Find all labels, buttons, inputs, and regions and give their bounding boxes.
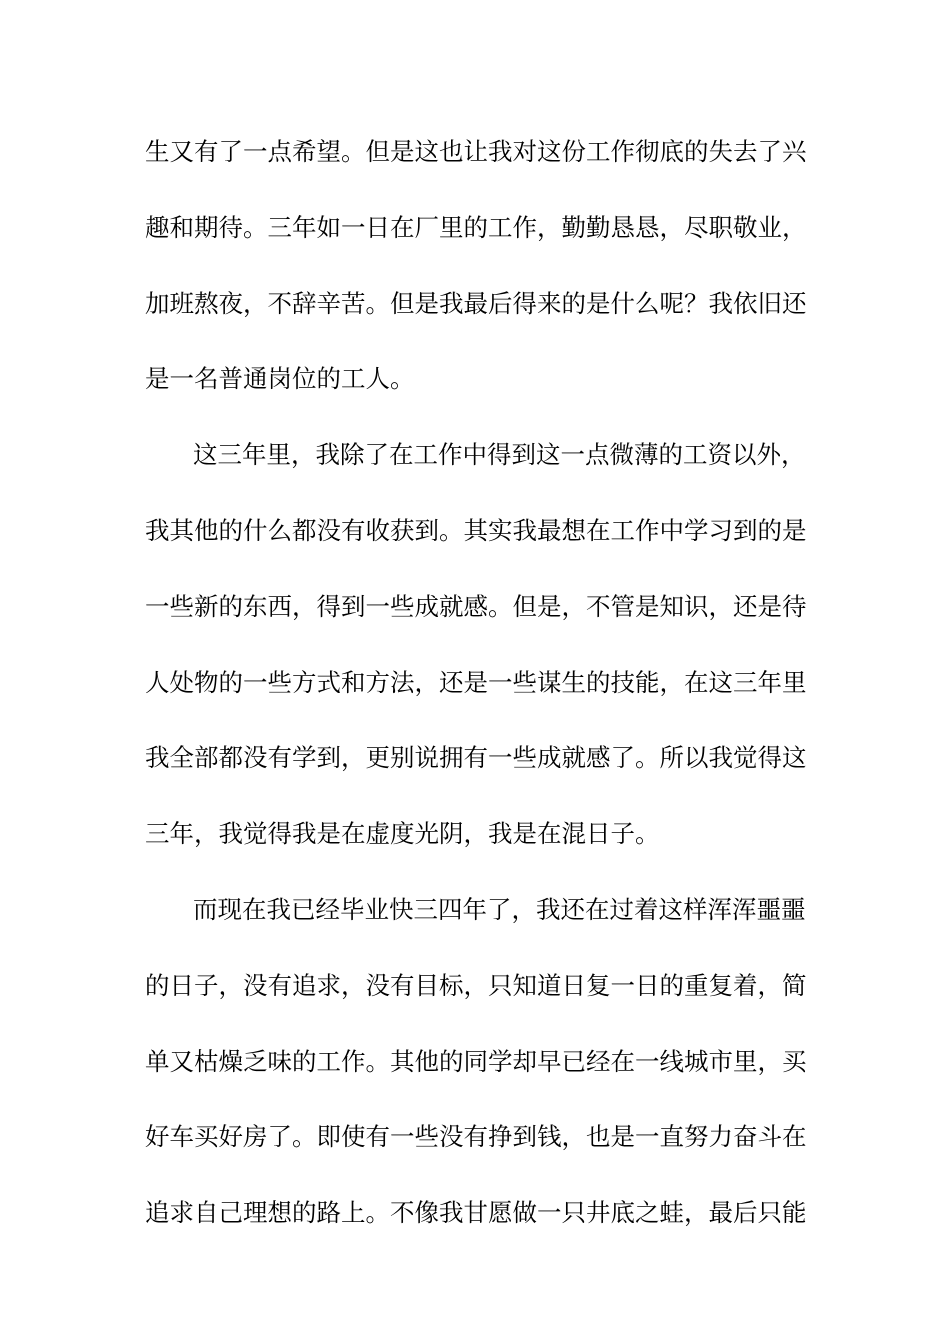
body-text	[145, 129, 805, 1266]
text-line: 我其他的什么都没有收获到。其实我最想在工作中学习到的是	[145, 515, 807, 545]
text-line: 的日子，没有追求，没有目标，只知道日复一日的重复着，简	[145, 970, 807, 1000]
text-line: 我全部都没有学到，更别说拥有一些成就感了。所以我觉得这	[145, 743, 807, 773]
text-line: 加班熬夜，不辞辛苦。但是我最后得来的是什么呢？我依旧还	[145, 288, 807, 318]
text-line: 好车买好房了。即使有一些没有挣到钱，也是一直努力奋斗在	[145, 1122, 807, 1152]
text-line: 生又有了一点希望。但是这也让我对这份工作彻底的失去了兴	[145, 137, 807, 166]
text-line: 一些新的东西，得到一些成就感。但是，不管是知识，还是待	[145, 591, 807, 621]
paragraph-start-line: 而现在我已经毕业快三四年了，我还在过着这样浑浑噩噩	[193, 894, 806, 924]
text-line: 人处物的一些方式和方法，还是一些谋生的技能，在这三年里	[145, 667, 807, 697]
text-line: 追求自己理想的路上。不像我甘愿做一只井底之蛙，最后只能	[145, 1198, 807, 1228]
text-line: 三年，我觉得我是在虚度光阴，我是在混日子。	[145, 819, 660, 849]
paragraph-start-line: 这三年里，我除了在工作中得到这一点微薄的工资以外，	[193, 440, 806, 470]
text-line: 单又枯燥乏味的工作。其他的同学却早已经在一线城市里，买	[145, 1046, 807, 1076]
text-line: 是一名普通岗位的工人。	[145, 364, 415, 394]
text-line: 趣和期待。三年如一日在厂里的工作，勤勤恳恳，尽职敬业，	[145, 212, 807, 242]
